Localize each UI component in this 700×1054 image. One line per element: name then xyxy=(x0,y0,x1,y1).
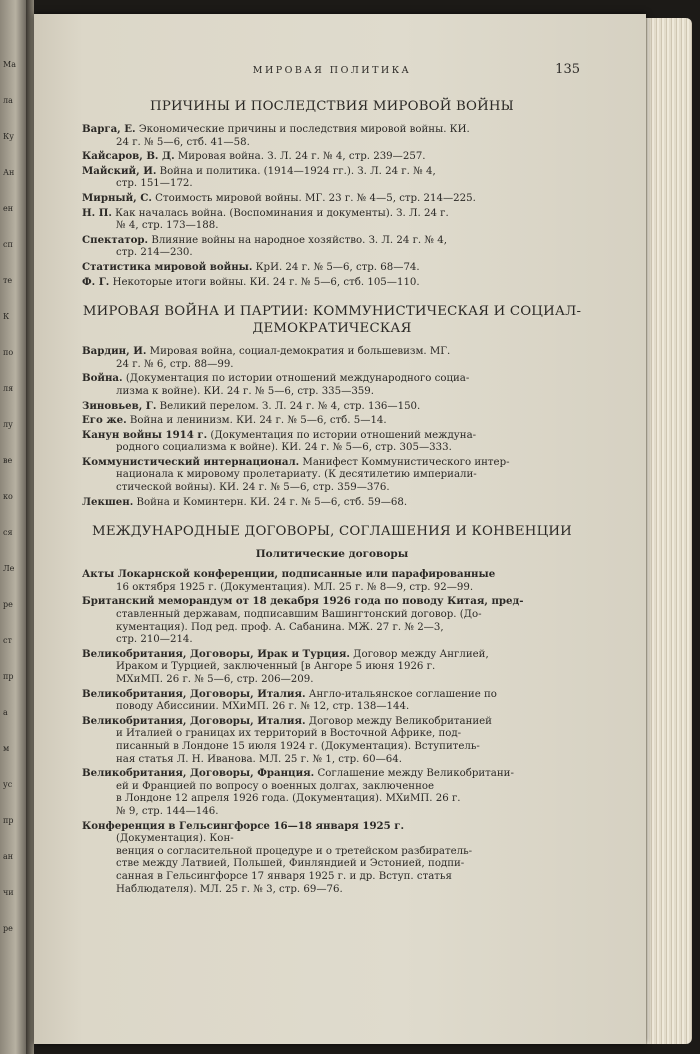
entry-continuation-line: ная статья Л. Н. Иванова. МЛ. 25 г. № 1, стр. 60—64. xyxy=(116,753,402,765)
entry-first-line xyxy=(82,261,582,275)
entry-text: Мировая война, социал-демократия и большевизм. МГ. xyxy=(146,346,451,358)
bibliography-entry xyxy=(82,165,582,191)
left-page-fragment: Ку xyxy=(3,132,14,141)
entry-author: Британский меморандум от 18 декабря 1926 года по поводу Китая, пред- xyxy=(82,595,524,608)
entry-text: Экономические причины и последствия мировой войны. КИ. xyxy=(135,124,470,135)
entry-author: Варга, Е. xyxy=(82,123,136,135)
bibliography-entry xyxy=(82,261,582,275)
entry-continuation-line: поводу Абиссинии. МХиМП. 26 г. № 12, стр. 138—144. xyxy=(116,701,410,713)
entry-first-line xyxy=(82,165,582,179)
entry-first-line xyxy=(82,456,582,470)
book-page xyxy=(34,14,646,1044)
entry-continuation-line: № 9, стр. 144—146. xyxy=(116,805,219,817)
bibliography-entry xyxy=(82,595,582,646)
bibliography-entry xyxy=(82,715,582,766)
entry-author: Н. П. xyxy=(82,206,112,219)
entry-first-line xyxy=(82,234,582,248)
page-content xyxy=(82,64,582,897)
entry-text: Война и Коминтерн. КИ. 24 г. № 5—6, стб. 59—68. xyxy=(133,496,408,508)
section-title-line: ПРИЧИНЫ И ПОСЛЕДСТВИЯ МИРОВОЙ ВОЙНЫ xyxy=(150,99,514,114)
entry-first-line xyxy=(82,123,582,137)
entry-author: Кайсаров, В. Д. xyxy=(82,150,175,163)
left-page-fragment: пр xyxy=(3,672,14,681)
bibliography-entry xyxy=(82,820,582,897)
left-page-fragment: ен xyxy=(3,204,14,213)
left-page-fragment: Ан xyxy=(3,168,15,177)
left-page-fragment: м xyxy=(3,744,10,753)
entry-first-line xyxy=(82,688,582,702)
bibliography-entry xyxy=(82,568,582,594)
subsection-title: Политические договоры xyxy=(255,548,409,561)
entry-continuation-line: стве между Латвией, Польшей, Финляндией и Эстонией, подпи- xyxy=(116,858,465,870)
running-head xyxy=(82,64,582,84)
section-title-line: МЕЖДУНАРОДНЫЕ ДОГОВОРЫ, СОГЛАШЕНИЯ И КОНВЕНЦИИ xyxy=(92,524,572,540)
bibliography-entry xyxy=(82,648,582,687)
entry-author: Ф. Г. xyxy=(82,275,110,288)
entry-first-line xyxy=(82,207,582,221)
left-page-fragment: ре xyxy=(3,924,13,933)
left-page-fragment: ан xyxy=(3,852,14,861)
bibliography-entry xyxy=(82,767,582,818)
entry-text: Стоимость мировой войны. МГ. 23 г. № 4—5, стр. 214—225. xyxy=(151,192,476,204)
left-page-fragment: ст xyxy=(3,636,12,645)
entry-first-line xyxy=(82,496,582,510)
left-page-fragment: К xyxy=(3,312,10,321)
entry-continuation-line: венция о согласительной процедуре и о третейском разбиратель- xyxy=(116,845,473,857)
entry-text: Договор между Великобританией xyxy=(305,715,492,727)
entry-text: КрИ. 24 г. № 5—6, стр. 68—74. xyxy=(252,261,420,273)
entry-text: Мировая война. З. Л. 24 г. № 4, стр. 239—257. xyxy=(174,151,426,163)
left-page-fragment: ве xyxy=(3,456,13,465)
left-page-fragment: ля xyxy=(3,384,14,393)
entry-continuation-line: и Италией о границах их территорий в Восточной Африке, под- xyxy=(116,728,462,740)
entry-text: Манифест Коммунистического интер- xyxy=(299,456,510,468)
bibliography-entry xyxy=(82,429,582,455)
entry-text: (Документация по истории отношений междуна- xyxy=(207,429,477,441)
bibliography-entry xyxy=(82,234,582,260)
entry-text: Договор между Англией, xyxy=(349,648,489,660)
entry-author: Вардин, И. xyxy=(82,345,147,358)
entry-continuation-line: ставленный державам, подписавшим Вашингтонский договор. (До- xyxy=(116,609,482,621)
page-number: 135 xyxy=(555,62,580,77)
entry-continuation-line: санная в Гельсингфорсе 17 января 1925 г. и др. Вступ. статья xyxy=(116,870,452,882)
entry-first-line xyxy=(82,372,582,386)
entry-author: Спектатор. xyxy=(82,233,149,246)
entry-first-line xyxy=(82,150,582,164)
bibliography-entry xyxy=(82,192,582,206)
entry-first-line xyxy=(82,192,582,206)
section-title-line: ДЕМОКРАТИЧЕСКАЯ xyxy=(252,321,412,337)
running-title: МИРОВАЯ ПОЛИТИКА xyxy=(252,65,412,76)
entry-continuation-line: 24 г. № 6, стр. 88—99. xyxy=(116,358,234,370)
entry-author: Коммунистический интернационал. xyxy=(82,455,300,468)
entry-author: Великобритания, Договоры, Италия. xyxy=(82,714,306,727)
section xyxy=(82,303,582,509)
entry-continuation-line: лизма к войне). КИ. 24 г. № 5—6, стр. 335—359. xyxy=(116,385,375,397)
page-stack-edges xyxy=(644,18,692,1044)
entry-continuation-line: ей и Францией по вопросу о военных долгах, заключенное xyxy=(116,780,435,792)
bibliography-entry xyxy=(82,123,582,149)
bibliography-entry xyxy=(82,276,582,290)
entry-continuation-line: 24 г. № 5—6, стб. 41—58. xyxy=(116,136,250,148)
bibliography-entry xyxy=(82,688,582,714)
entry-author: Великобритания, Договоры, Ирак и Турция. xyxy=(82,647,350,660)
entry-text: Война и политика. (1914—1924 гг.). З. Л. 24 г. № 4, xyxy=(156,165,436,177)
left-page-fragment: лу xyxy=(3,420,13,429)
entry-text: Война и ленинизм. КИ. 24 г. № 5—6, стб. 5—14. xyxy=(126,415,387,427)
sections xyxy=(82,98,582,896)
entry-continuation-line: Ираком и Турцией, заключенный [в Ангоре 5 июня 1926 г. xyxy=(116,661,436,673)
section xyxy=(82,98,582,289)
entry-continuation-line: Наблюдателя). МЛ. 25 г. № 3, стр. 69—76. xyxy=(116,883,343,895)
entry-author: Война. xyxy=(82,372,123,385)
entry-author: Майский, И. xyxy=(82,164,157,177)
entry-author: Лекшен. xyxy=(82,495,134,508)
left-page-fragment: ре xyxy=(3,600,13,609)
entry-author: Его же. xyxy=(82,414,127,427)
section-title xyxy=(82,98,582,115)
bibliography-entry xyxy=(82,400,582,414)
entry-continuation-line: стр. 214—230. xyxy=(116,247,193,259)
entry-text: (Документация по истории отношений международного социа- xyxy=(122,373,470,385)
entry-author: Великобритания, Договоры, Италия. xyxy=(82,687,306,700)
entry-continuation-line: стр. 151—172. xyxy=(116,178,193,190)
left-page-fragment: те xyxy=(3,276,13,285)
bibliography-entry xyxy=(82,496,582,510)
section xyxy=(82,523,582,896)
entry-author: Конференция в Гельсингфорсе 16—18 января 1925 г. xyxy=(82,819,405,832)
bibliography-entry xyxy=(82,456,582,495)
entry-continuation-line: (Документация). Кон- xyxy=(116,833,234,845)
left-page-fragment: сп xyxy=(3,240,13,249)
entry-author: Статистика мировой войны. xyxy=(82,260,253,273)
entry-first-line xyxy=(82,345,582,359)
entry-first-line xyxy=(82,414,582,428)
entry-continuation-line: писанный в Лондоне 15 июля 1924 г. (Документация). Вступитель- xyxy=(116,740,480,752)
entry-continuation-line: родного социализма к войне). КИ. 24 г. № 5—6, стр. 305—333. xyxy=(116,442,452,454)
entry-first-line xyxy=(82,715,582,729)
entry-text: Англо-итальянское соглашение по xyxy=(305,688,497,700)
entry-continuation-line: МХиМП. 26 г. № 5—6, стр. 206—209. xyxy=(116,674,314,685)
entry-first-line xyxy=(82,276,582,290)
entry-first-line xyxy=(82,595,582,609)
left-page-fragment: Ле xyxy=(3,564,15,573)
bibliography-entry xyxy=(82,150,582,164)
section-title xyxy=(82,303,582,337)
left-page-fragment: ся xyxy=(3,528,13,537)
entry-continuation-line: стической войны). КИ. 24 г. № 5—6, стр. 359—376. xyxy=(116,482,390,494)
bibliography-entry xyxy=(82,207,582,233)
bibliography-entry xyxy=(82,372,582,398)
entry-text: Некоторые итоги войны. КИ. 24 г. № 5—6, стб. 105—110. xyxy=(109,276,420,288)
section-title-line: МИРОВАЯ ВОЙНА И ПАРТИИ: КОММУНИСТИЧЕСКАЯ И СОЦИАЛ- xyxy=(82,304,582,320)
entry-text: Великий перелом. З. Л. 24 г. № 4, стр. 136—150. xyxy=(156,400,421,412)
entry-first-line xyxy=(82,820,582,834)
entry-continuation-line: в Лондоне 12 апреля 1926 года. (Документация). МХиМП. 26 г. xyxy=(116,793,461,805)
left-page-edge xyxy=(0,0,26,1054)
left-page-fragment: пр xyxy=(3,816,14,825)
left-page-fragment: Ма xyxy=(3,60,16,69)
left-page-fragment: ко xyxy=(3,492,13,501)
left-page-fragment: ла xyxy=(3,96,13,105)
left-page-fragment: а xyxy=(3,708,8,717)
entry-first-line xyxy=(82,767,582,781)
section-title xyxy=(82,523,582,540)
entry-author: Канун войны 1914 г. xyxy=(82,428,208,441)
entry-continuation-line: № 4, стр. 173—188. xyxy=(116,220,219,232)
entry-continuation-line: 16 октября 1925 г. (Документация). МЛ. 25 г. № 8—9, стр. 92—99. xyxy=(116,581,474,593)
entry-author: Акты Локарнской конференции, подписанные или парафированные xyxy=(82,568,496,581)
entry-author: Великобритания, Договоры, Франция. xyxy=(82,767,315,780)
left-page-fragment: ус xyxy=(3,780,13,789)
entry-first-line xyxy=(82,429,582,443)
entry-continuation-line: национала к мировому пролетариату. (К десятилетию империали- xyxy=(116,469,477,481)
bibliography-entry xyxy=(82,345,582,371)
left-page-fragment: по xyxy=(3,348,14,357)
entry-continuation-line: стр. 210—214. xyxy=(116,634,193,646)
entry-first-line xyxy=(82,648,582,662)
book-spine xyxy=(26,0,34,1054)
entry-text: Соглашение между Великобритани- xyxy=(314,768,514,780)
entry-first-line xyxy=(82,400,582,414)
entry-text: Как началась война. (Воспоминания и документы). З. Л. 24 г. xyxy=(111,207,449,219)
entry-continuation-line: кументация). Под ред. проф. А. Сабанина. МЖ. 27 г. № 2—3, xyxy=(116,621,444,633)
left-page-fragment: чи xyxy=(3,888,14,897)
entry-text: Влияние войны на народное хозяйство. З. Л. 24 г. № 4, xyxy=(148,234,448,246)
bibliography-entry xyxy=(82,414,582,428)
entry-first-line xyxy=(82,568,582,582)
entry-author: Зиновьев, Г. xyxy=(82,399,157,412)
entry-author: Мирный, С. xyxy=(82,191,152,204)
